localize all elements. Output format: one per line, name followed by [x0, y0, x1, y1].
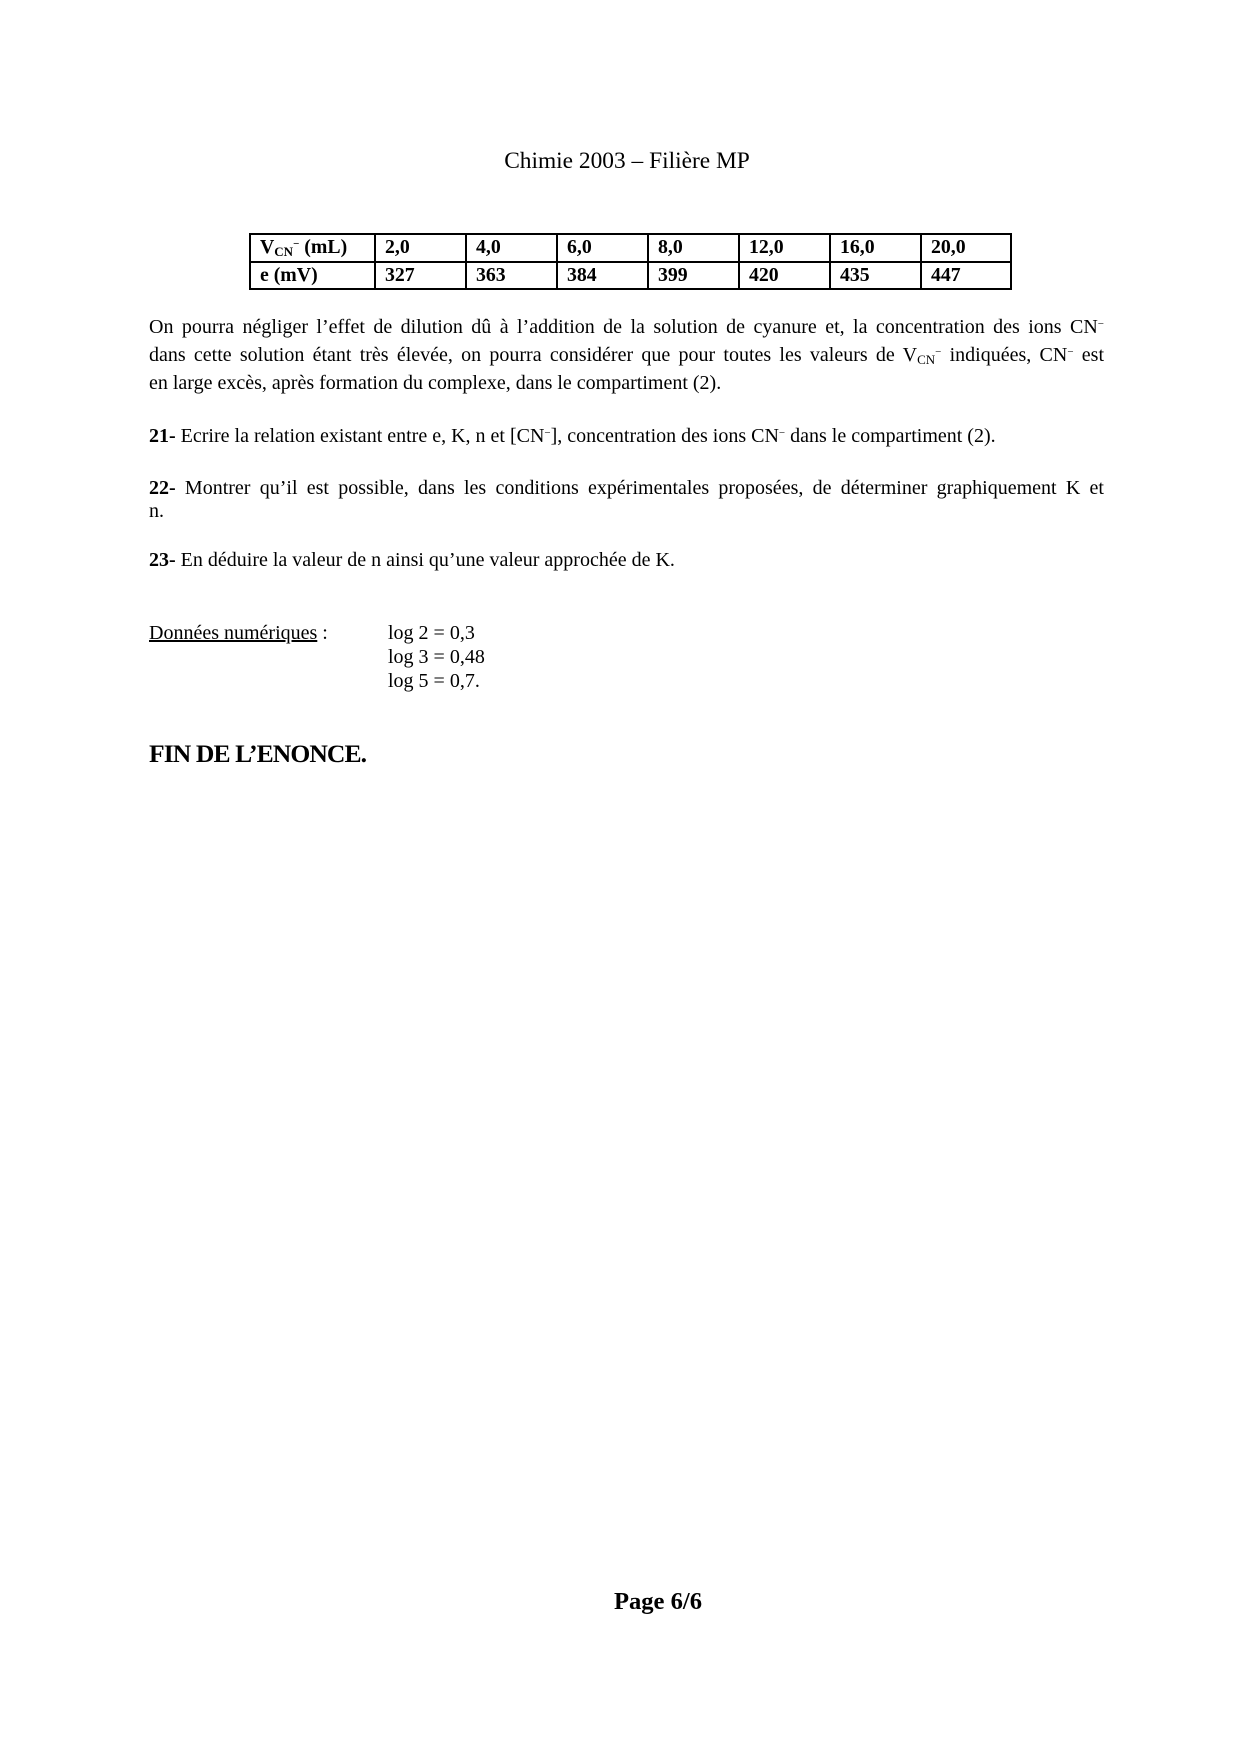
- table-row-potential: [250, 262, 1011, 289]
- table-cell: 399: [648, 262, 739, 289]
- superscript: −: [1067, 346, 1074, 358]
- donnees-line: log 3 = 0,48: [388, 646, 485, 668]
- volume-subscript: CN: [274, 244, 294, 260]
- question-number: 22-: [149, 477, 176, 499]
- end-of-statement: FIN DE L’ENONCE.: [149, 739, 367, 768]
- table-cell: 16,0: [830, 234, 921, 262]
- table-cell: 6,0: [557, 234, 648, 262]
- table-cell: 327: [375, 262, 466, 289]
- question-number: 23-: [149, 549, 176, 571]
- table-cell: 447: [921, 262, 1011, 289]
- measurement-table: [249, 233, 1012, 290]
- text: En déduire la valeur de n ainsi qu’une valeur approchée de K.: [175, 549, 675, 571]
- question-number: 21-: [149, 425, 176, 447]
- paragraph-line-2: [149, 341, 1104, 369]
- question-23: [149, 546, 675, 574]
- text: dans cette solution étant très élevée, on pourra considérer que pour toutes les valeurs de V: [149, 344, 918, 366]
- table-row-volume: [250, 234, 1011, 262]
- paragraph-line-3: en large excès, après formation du complexe, dans le compartiment (2).: [149, 372, 722, 394]
- text: ], concentration des ions CN: [550, 425, 779, 447]
- table-cell: 384: [557, 262, 648, 289]
- table-cell: 2,0: [375, 234, 466, 262]
- donnees-line: log 2 = 0,3: [388, 622, 475, 644]
- table-header-volume: [250, 234, 375, 262]
- table-cell: 12,0: [739, 234, 830, 262]
- table-cell: 8,0: [648, 234, 739, 262]
- donnees-label: [149, 619, 328, 647]
- text: Montrer qu’il est possible, dans les conditions expérimentales proposées, de déterminer graphiquement K et: [175, 477, 1104, 499]
- text: est: [1073, 344, 1104, 366]
- superscript: −: [544, 427, 551, 439]
- superscript: −: [935, 346, 942, 358]
- table-cell: 435: [830, 262, 921, 289]
- table-cell: 420: [739, 262, 830, 289]
- page-title: Chimie 2003 – Filière MP: [504, 148, 750, 174]
- page-number: Page 6/6: [613, 1588, 703, 1615]
- text: indiquées, CN: [941, 344, 1068, 366]
- table-cell: 4,0: [466, 234, 557, 262]
- text: On pourra négliger l’effet de dilution dû à l’addition de la solution de cyanure et, la concentration des ions CN: [149, 316, 1098, 338]
- donnees-line: log 5 = 0,7.: [388, 670, 480, 692]
- subscript: CN: [917, 352, 936, 367]
- table-cell: 20,0: [921, 234, 1011, 262]
- table-cell: 363: [466, 262, 557, 289]
- table-header-potential: e (mV): [250, 262, 375, 289]
- question-21: [149, 422, 996, 450]
- paragraph-line-1: [149, 313, 1104, 341]
- question-22: [149, 474, 1104, 502]
- superscript: −: [778, 427, 786, 439]
- volume-unit: (mL): [299, 236, 348, 259]
- volume-symbol: V: [260, 236, 275, 259]
- superscript: −: [1097, 318, 1104, 330]
- donnees-label-text: Données numériques: [149, 622, 318, 644]
- text: :: [317, 622, 328, 644]
- volume-superscript: −: [293, 238, 300, 251]
- text: Ecrire la relation existant entre e, K, n et [CN: [175, 425, 545, 447]
- text: dans le compartiment (2).: [785, 425, 996, 447]
- question-22-line-2: n.: [149, 500, 164, 522]
